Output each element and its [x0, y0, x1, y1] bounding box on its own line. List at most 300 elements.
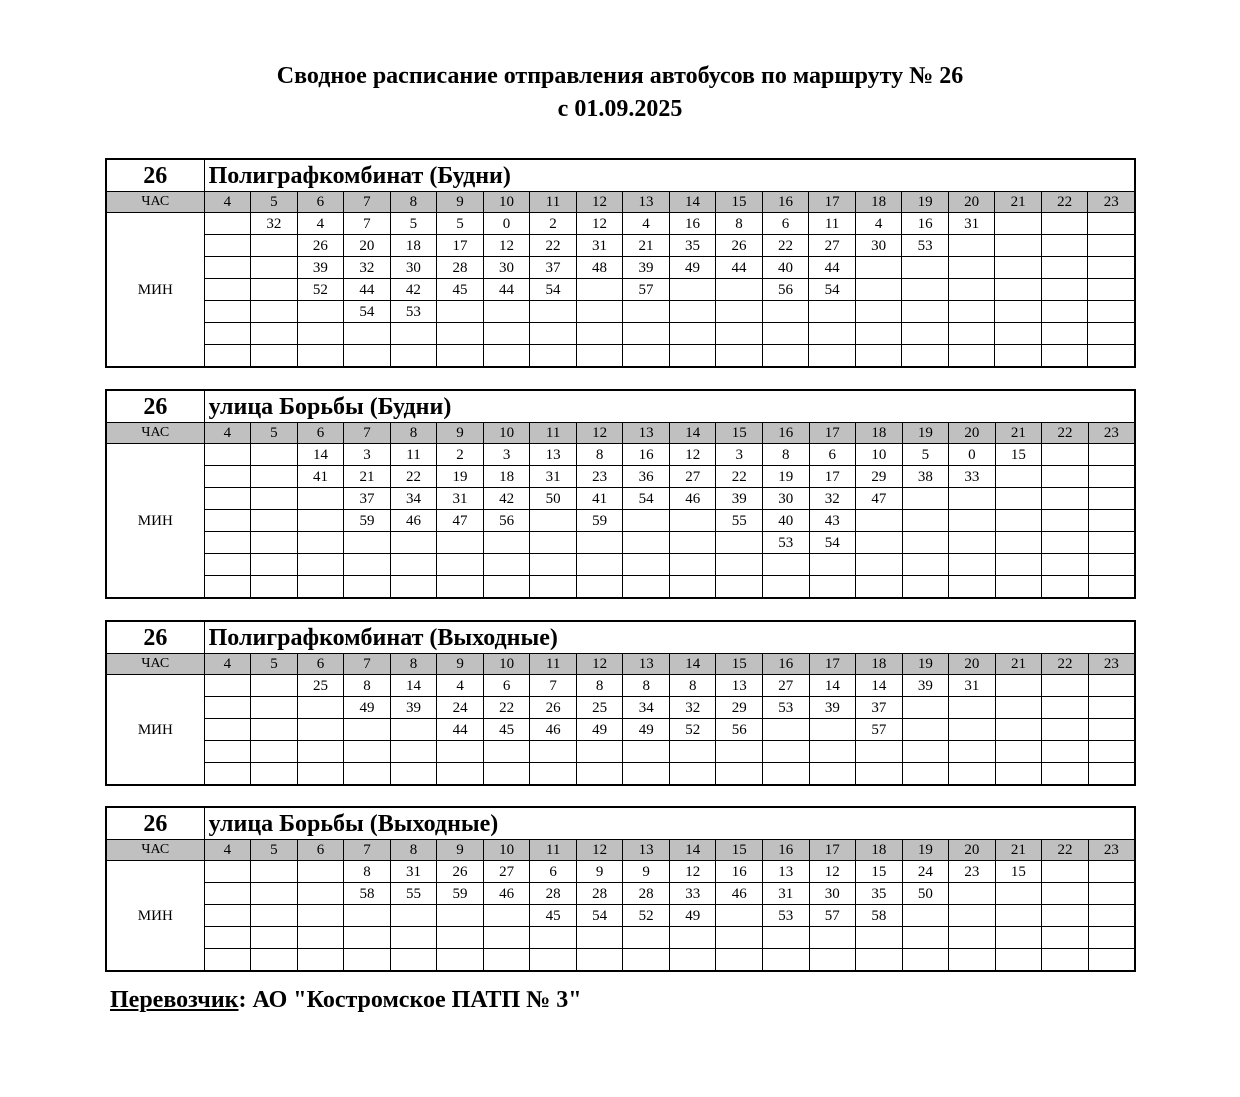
minute-cell: [483, 927, 530, 949]
minute-cell: 23: [949, 861, 996, 883]
minute-cell: 26: [716, 235, 763, 257]
minute-cell: [995, 554, 1042, 576]
minute-cell: 8: [623, 675, 670, 697]
hour-cell: 15: [716, 654, 763, 675]
hour-cell: 9: [437, 423, 484, 444]
minute-cell: [483, 345, 530, 368]
minute-cell: 33: [669, 883, 716, 905]
minute-cell: 12: [669, 861, 716, 883]
minute-cell: 55: [390, 883, 437, 905]
minute-cell: [995, 301, 1042, 323]
minutes-row: [106, 257, 1135, 279]
minute-cell: [530, 345, 577, 368]
minute-cell: [855, 345, 902, 368]
minute-cell: [716, 905, 763, 927]
hour-cell: 8: [390, 192, 437, 213]
minute-cell: 49: [623, 719, 670, 741]
minutes-row: [106, 719, 1135, 741]
minute-cell: [856, 532, 903, 554]
minute-cell: 6: [483, 675, 530, 697]
minute-cell: 32: [251, 213, 298, 235]
minute-cell: [762, 323, 809, 345]
minute-cell: [344, 323, 391, 345]
minute-cell: [1088, 323, 1135, 345]
minute-cell: [948, 301, 995, 323]
hour-cell: 14: [669, 192, 716, 213]
hour-cell: 10: [483, 192, 530, 213]
minute-cell: 6: [762, 213, 809, 235]
minute-cell: 45: [483, 719, 530, 741]
minute-cell: 30: [483, 257, 530, 279]
minute-cell: 16: [669, 213, 716, 235]
minute-cell: 58: [344, 883, 391, 905]
minute-cell: [716, 554, 763, 576]
minute-cell: [809, 554, 856, 576]
minute-cell: 17: [809, 466, 856, 488]
minute-cell: 20: [344, 235, 391, 257]
minute-cell: [204, 301, 251, 323]
minute-cell: [530, 323, 577, 345]
minute-cell: 12: [483, 235, 530, 257]
hour-cell: 16: [763, 840, 810, 861]
minute-cell: [251, 576, 298, 599]
minute-cell: [297, 763, 344, 786]
minute-cell: [902, 927, 949, 949]
minute-cell: [716, 532, 763, 554]
minute-cell: 0: [483, 213, 530, 235]
minute-cell: [1041, 345, 1088, 368]
hour-cell: 22: [1042, 654, 1089, 675]
minute-cell: [995, 345, 1042, 368]
minute-cell: 40: [762, 257, 809, 279]
carrier-value: : АО "Костромское ПАТП № 3": [238, 987, 582, 1013]
minute-cell: [716, 927, 763, 949]
minute-cell: [297, 301, 344, 323]
minute-cell: 39: [809, 697, 856, 719]
hour-cell: 5: [251, 840, 298, 861]
minute-cell: 48: [576, 257, 623, 279]
minute-cell: [669, 510, 716, 532]
minute-cell: 16: [623, 444, 670, 466]
minute-cell: [1088, 301, 1135, 323]
minute-cell: [483, 949, 530, 972]
minute-cell: 49: [669, 905, 716, 927]
minute-cell: [1088, 466, 1135, 488]
minute-cell: [623, 301, 670, 323]
minute-cell: [204, 883, 251, 905]
minute-cell: [1088, 763, 1135, 786]
minute-cell: [251, 323, 298, 345]
minute-cell: 43: [809, 510, 856, 532]
minute-cell: [576, 949, 623, 972]
minute-cell: 31: [390, 861, 437, 883]
minute-cell: 15: [995, 861, 1042, 883]
minute-cell: [576, 279, 623, 301]
minute-cell: [251, 883, 298, 905]
minute-cell: [251, 554, 298, 576]
minute-cell: [251, 675, 298, 697]
hour-cell: 20: [949, 423, 996, 444]
minute-cell: [1042, 741, 1089, 763]
hour-cell: 15: [716, 192, 763, 213]
hour-label: ЧАС: [106, 840, 204, 861]
hour-cell: 17: [809, 423, 856, 444]
minute-cell: 14: [856, 675, 903, 697]
minute-cell: 45: [530, 905, 577, 927]
minutes-label: МИН: [106, 675, 204, 786]
minutes-row: [106, 323, 1135, 345]
minute-cell: 22: [390, 466, 437, 488]
minute-cell: 46: [669, 488, 716, 510]
minutes-row: [106, 345, 1135, 368]
minute-cell: [344, 927, 391, 949]
minute-cell: 45: [437, 279, 484, 301]
carrier-line: [110, 985, 582, 1015]
minute-cell: [251, 466, 298, 488]
minute-cell: 44: [809, 257, 856, 279]
minute-cell: [1042, 510, 1089, 532]
minute-cell: [437, 763, 484, 786]
minutes-row: [106, 763, 1135, 786]
minute-cell: 44: [716, 257, 763, 279]
minute-cell: [483, 741, 530, 763]
minute-cell: 22: [716, 466, 763, 488]
hour-cell: 14: [669, 654, 716, 675]
minute-cell: [390, 576, 437, 599]
minutes-row: [106, 444, 1135, 466]
minute-cell: 32: [669, 697, 716, 719]
minutes-label: МИН: [106, 213, 204, 368]
hour-cell: 21: [995, 192, 1042, 213]
hour-cell: 17: [809, 840, 856, 861]
minute-cell: [204, 719, 251, 741]
minute-cell: 39: [902, 675, 949, 697]
minute-cell: [1041, 301, 1088, 323]
minute-cell: 12: [809, 861, 856, 883]
minutes-row: [106, 301, 1135, 323]
minute-cell: [948, 235, 995, 257]
stop-name: Полиграфкомбинат (Будни): [204, 159, 1135, 192]
minute-cell: [949, 532, 996, 554]
minute-cell: [949, 488, 996, 510]
minute-cell: 35: [669, 235, 716, 257]
minute-cell: 26: [297, 235, 344, 257]
minute-cell: [809, 741, 856, 763]
minute-cell: 7: [530, 675, 577, 697]
minute-cell: [251, 905, 298, 927]
minute-cell: 57: [623, 279, 670, 301]
minute-cell: [204, 257, 251, 279]
minute-cell: [297, 576, 344, 599]
minute-cell: [251, 235, 298, 257]
hour-cell: 23: [1088, 423, 1135, 444]
minute-cell: [204, 213, 251, 235]
minute-cell: [902, 323, 949, 345]
minute-cell: [1088, 949, 1135, 972]
minute-cell: [995, 510, 1042, 532]
minute-cell: [1088, 257, 1135, 279]
minute-cell: [856, 510, 903, 532]
minute-cell: [1041, 279, 1088, 301]
hour-cell: 11: [530, 192, 577, 213]
minute-cell: [902, 697, 949, 719]
minute-cell: [949, 949, 996, 972]
minute-cell: 10: [856, 444, 903, 466]
minute-cell: 37: [856, 697, 903, 719]
minute-cell: 4: [623, 213, 670, 235]
minute-cell: [1042, 883, 1089, 905]
minute-cell: 32: [344, 257, 391, 279]
minute-cell: 53: [763, 532, 810, 554]
minute-cell: 24: [437, 697, 484, 719]
minute-cell: [204, 510, 251, 532]
minute-cell: [902, 532, 949, 554]
minute-cell: [437, 576, 484, 599]
minute-cell: 39: [297, 257, 344, 279]
minute-cell: 5: [437, 213, 484, 235]
minute-cell: [995, 675, 1042, 697]
minute-cell: [856, 576, 903, 599]
minute-cell: [530, 576, 577, 599]
minute-cell: [530, 949, 577, 972]
minute-cell: [949, 883, 996, 905]
minute-cell: [763, 763, 810, 786]
hour-cell: 22: [1042, 423, 1089, 444]
hour-cell: 8: [390, 423, 437, 444]
minute-cell: [995, 927, 1042, 949]
hour-cell: 11: [530, 423, 577, 444]
minute-cell: [949, 576, 996, 599]
schedule-table: [105, 620, 1136, 786]
minute-cell: [995, 905, 1042, 927]
minute-cell: [204, 697, 251, 719]
minute-cell: [1042, 861, 1089, 883]
minute-cell: [716, 323, 763, 345]
minute-cell: 14: [297, 444, 344, 466]
minute-cell: [297, 949, 344, 972]
minute-cell: [251, 861, 298, 883]
minute-cell: [483, 576, 530, 599]
minute-cell: 15: [856, 861, 903, 883]
minute-cell: 50: [530, 488, 577, 510]
minute-cell: [390, 323, 437, 345]
minute-cell: [530, 532, 577, 554]
minute-cell: [530, 763, 577, 786]
minute-cell: [949, 719, 996, 741]
minute-cell: 8: [763, 444, 810, 466]
minute-cell: [763, 554, 810, 576]
minute-cell: 49: [576, 719, 623, 741]
minute-cell: [204, 861, 251, 883]
minute-cell: 59: [437, 883, 484, 905]
minute-cell: 6: [530, 861, 577, 883]
minute-cell: [902, 554, 949, 576]
hour-cell: 16: [762, 192, 809, 213]
hour-cell: 21: [995, 423, 1042, 444]
minutes-row: [106, 488, 1135, 510]
minute-cell: [902, 279, 949, 301]
stop-name: Полиграфкомбинат (Выходные): [204, 621, 1135, 654]
schedule-table: [105, 158, 1136, 368]
minutes-row: [106, 510, 1135, 532]
minute-cell: 37: [530, 257, 577, 279]
minute-cell: [576, 576, 623, 599]
minutes-row: [106, 466, 1135, 488]
minute-cell: [1088, 235, 1135, 257]
hour-cell: 14: [669, 423, 716, 444]
minutes-row: [106, 741, 1135, 763]
minute-cell: [623, 554, 670, 576]
minute-cell: 53: [902, 235, 949, 257]
hour-cell: 20: [948, 192, 995, 213]
minute-cell: 57: [809, 905, 856, 927]
minute-cell: [251, 488, 298, 510]
minute-cell: 28: [623, 883, 670, 905]
route-number: 26: [106, 159, 204, 192]
minute-cell: 38: [902, 466, 949, 488]
minute-cell: [949, 697, 996, 719]
minute-cell: [623, 763, 670, 786]
hour-cell: 13: [623, 840, 670, 861]
minute-cell: [344, 532, 391, 554]
minute-cell: [949, 510, 996, 532]
minute-cell: [576, 532, 623, 554]
minute-cell: [1088, 213, 1135, 235]
minute-cell: [530, 510, 577, 532]
minute-cell: [1088, 532, 1135, 554]
minute-cell: [1042, 576, 1089, 599]
minute-cell: [669, 949, 716, 972]
minute-cell: [530, 554, 577, 576]
minute-cell: [1041, 323, 1088, 345]
minute-cell: 42: [483, 488, 530, 510]
minute-cell: [1088, 719, 1135, 741]
minute-cell: [1088, 905, 1135, 927]
minute-cell: [251, 345, 298, 368]
minute-cell: [204, 345, 251, 368]
minutes-row: [106, 697, 1135, 719]
minute-cell: [344, 345, 391, 368]
minute-cell: 11: [809, 213, 856, 235]
minute-cell: [669, 323, 716, 345]
minute-cell: [1042, 949, 1089, 972]
minutes-row: [106, 927, 1135, 949]
minute-cell: [995, 488, 1042, 510]
document-title: [0, 60, 1240, 126]
minute-cell: 39: [623, 257, 670, 279]
minute-cell: [297, 719, 344, 741]
minute-cell: 50: [902, 883, 949, 905]
minute-cell: [483, 323, 530, 345]
minute-cell: [716, 741, 763, 763]
minute-cell: [1088, 279, 1135, 301]
minute-cell: [669, 345, 716, 368]
minute-cell: [390, 905, 437, 927]
minute-cell: 31: [948, 213, 995, 235]
minute-cell: [1088, 675, 1135, 697]
minute-cell: 27: [809, 235, 856, 257]
hour-cell: 18: [856, 840, 903, 861]
minute-cell: 2: [437, 444, 484, 466]
minute-cell: [390, 949, 437, 972]
minute-cell: [204, 466, 251, 488]
schedule-table: [105, 806, 1136, 972]
title-line-1: Сводное расписание отправления автобусов по маршруту № 26: [276, 63, 964, 89]
minute-cell: 22: [483, 697, 530, 719]
minute-cell: [204, 554, 251, 576]
minute-cell: [855, 323, 902, 345]
hour-cell: 12: [576, 654, 623, 675]
minute-cell: 8: [344, 675, 391, 697]
minute-cell: [390, 554, 437, 576]
minute-cell: [902, 345, 949, 368]
minute-cell: [763, 576, 810, 599]
minute-cell: [1042, 554, 1089, 576]
minute-cell: [902, 949, 949, 972]
hour-cell: 5: [251, 192, 298, 213]
hour-label: ЧАС: [106, 192, 204, 213]
minute-cell: [949, 763, 996, 786]
minute-cell: [576, 763, 623, 786]
minute-cell: [437, 927, 484, 949]
minute-cell: [297, 861, 344, 883]
minute-cell: 56: [716, 719, 763, 741]
minute-cell: [576, 927, 623, 949]
hour-cell: 9: [437, 192, 484, 213]
hour-cell: 7: [344, 192, 391, 213]
minute-cell: [576, 301, 623, 323]
minute-cell: [809, 763, 856, 786]
hour-cell: 7: [344, 840, 391, 861]
minute-cell: [251, 949, 298, 972]
minute-cell: [995, 466, 1042, 488]
minute-cell: [716, 949, 763, 972]
minute-cell: [1088, 576, 1135, 599]
minute-cell: [251, 532, 298, 554]
minute-cell: 31: [576, 235, 623, 257]
minute-cell: 13: [716, 675, 763, 697]
minute-cell: [669, 554, 716, 576]
minute-cell: [669, 301, 716, 323]
hour-cell: 4: [204, 423, 251, 444]
minute-cell: [623, 345, 670, 368]
minute-cell: [948, 323, 995, 345]
minute-cell: [949, 927, 996, 949]
minute-cell: [204, 949, 251, 972]
minute-cell: [902, 488, 949, 510]
minute-cell: 58: [856, 905, 903, 927]
minute-cell: 40: [763, 510, 810, 532]
minute-cell: [855, 279, 902, 301]
minute-cell: [669, 576, 716, 599]
minute-cell: 53: [390, 301, 437, 323]
minute-cell: 4: [437, 675, 484, 697]
minute-cell: 27: [669, 466, 716, 488]
minute-cell: [251, 763, 298, 786]
minute-cell: 54: [809, 532, 856, 554]
hour-cell: 8: [390, 840, 437, 861]
minute-cell: 31: [530, 466, 577, 488]
minute-cell: [251, 301, 298, 323]
minute-cell: [1042, 763, 1089, 786]
minute-cell: [669, 532, 716, 554]
minute-cell: [530, 741, 577, 763]
minute-cell: 12: [576, 213, 623, 235]
minute-cell: 30: [390, 257, 437, 279]
minute-cell: [1042, 532, 1089, 554]
hour-cell: 18: [856, 423, 903, 444]
minute-cell: [1042, 466, 1089, 488]
